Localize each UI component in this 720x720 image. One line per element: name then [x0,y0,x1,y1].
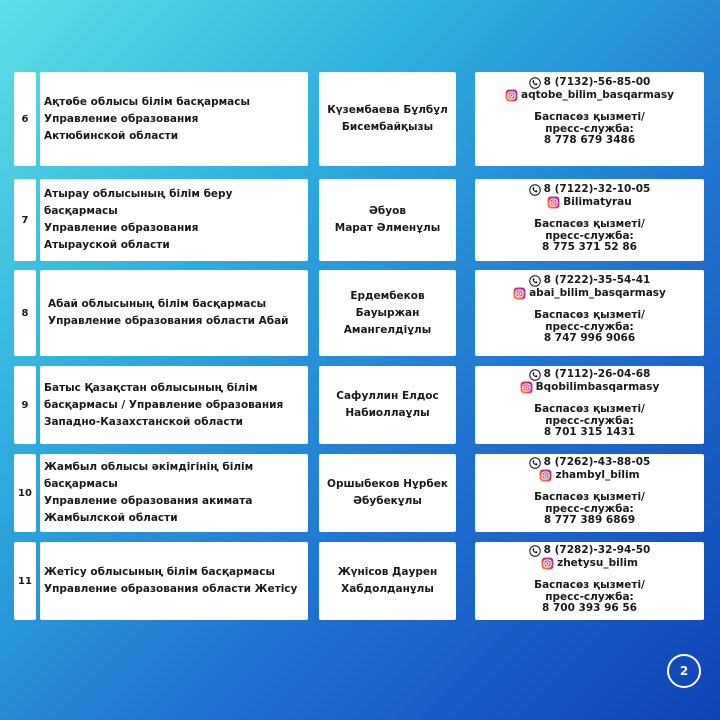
instagram-icon [513,287,526,300]
phone-link[interactable]: 8 (7132)-56-85-00 [543,76,651,89]
phone-icon [529,457,541,469]
contact-info [475,366,704,444]
instagram-link[interactable]: abai_bilim_basqarmasy [529,286,666,299]
head-name [319,270,456,356]
department-name-ru: Управление образования [44,222,199,234]
department-name-ru: Управление образования области Жетісу [44,583,298,595]
row-number: 11 [14,542,36,620]
phone-line [475,77,704,89]
department-name [40,72,308,166]
head-surname: Сафуллин Елдос [336,390,439,402]
department-name-ru: басқармасы / Управление образования [44,398,284,411]
department-name-ru: Управление образования области Абай [48,315,289,327]
department-name [40,542,308,620]
department-name [40,179,308,261]
row-number: 9 [14,366,36,444]
head-name [319,542,456,620]
head-patronymic: Амангелдіұлы [343,323,432,336]
department-name-kz: Атырау облысының білім беру басқармасы [44,188,233,217]
instagram-link[interactable]: aqtobe_bilim_basqarmasy [521,88,674,101]
instagram-link[interactable]: Bilimatyrau [563,195,632,208]
department-name-kz: Батыс Қазақстан облысының білім [44,381,258,394]
department-name-kz: Жамбыл облысы әкімдігінің білім басқармасы [44,461,254,490]
instagram-line [475,381,704,394]
press-service-phone[interactable]: 8 700 393 96 56 [542,602,637,614]
press-service-label: Баспасөз қызметі/ [534,579,645,591]
phone-line [475,545,704,557]
table-row [14,454,704,532]
head-surname: Әбуов [369,205,406,217]
department-name [40,270,308,356]
head-surname: Жүнісов Даурен [337,566,438,578]
head-name [319,454,456,532]
head-patronymic: Набиоллаұлы [345,407,430,419]
department-name-ru: Управление образования [44,112,199,125]
instagram-icon [541,557,554,570]
press-service-sub: пресс-служба: [545,229,634,242]
head-surname: Күзембаева Бұлбұл [327,104,448,116]
row-number: 10 [14,454,36,532]
row-number: 6 [14,72,36,166]
phone-line [475,369,704,381]
phone-link[interactable]: 8 (7262)-43-88-05 [543,456,651,469]
phone-icon [529,275,541,287]
press-service-label: Баспасөз қызметі/ [534,491,645,503]
phone-link[interactable]: 8 (7222)-35-54-41 [543,274,651,287]
head-first-name: Бауыржан [355,306,420,319]
instagram-line [475,557,704,570]
head-name [319,366,456,444]
press-service-phone[interactable]: 8 778 679 3486 [543,134,636,146]
row-number: 8 [14,270,36,356]
contact-info [475,542,704,620]
contact-info [475,454,704,532]
instagram-icon [547,196,560,209]
department-name-ru-2: Западно-Казахстанской области [44,415,244,428]
phone-icon [529,369,541,381]
head-patronymic: Бисембайқызы [341,121,434,133]
instagram-icon [505,89,518,102]
phone-link[interactable]: 8 (7282)-32-94-50 [543,544,651,557]
row-number: 7 [14,179,36,261]
head-patronymic: Хабдолданұлы [341,583,434,595]
press-service-phone[interactable]: 8 747 996 9066 [543,332,636,344]
department-name-kz: Ақтөбе облысы білім басқармасы [44,95,250,108]
press-service-label: Баспасөз қызметі/ [534,403,645,415]
head-name [319,72,456,166]
press-service-sub: пресс-служба: [545,320,634,333]
department-name-ru-2: Актюбинской области [44,129,179,142]
press-service-sub: пресс-служба: [545,122,634,135]
press-service-label: Баспасөз қызметі/ [534,309,645,321]
table-row [14,542,704,620]
press-service-phone[interactable]: 8 777 389 6869 [543,514,636,526]
phone-link[interactable]: 8 (7122)-32-10-05 [543,183,651,196]
page-number-badge: 2 [667,654,701,688]
phone-icon [529,184,541,196]
head-patronymic: Марат Әлменұлы [334,222,441,234]
contact-info [475,179,704,261]
contact-info [475,270,704,356]
instagram-icon [539,469,552,482]
instagram-link[interactable]: zhambyl_bilim [555,468,640,481]
table-row [14,72,704,166]
instagram-link[interactable]: Bqobilimbasqarmasy [535,380,660,393]
department-name-ru: Управление образования акимата [44,495,253,507]
table-row [14,366,704,444]
phone-link[interactable]: 8 (7112)-26-04-68 [543,368,651,381]
department-name-kz: Жетісу облысының білім басқармасы [44,566,275,578]
table-row [14,270,704,356]
press-service-phone[interactable]: 8 701 315 1431 [543,426,636,438]
phone-line [475,457,704,469]
press-service-sub: пресс-служба: [545,414,634,427]
press-service-label: Баспасөз қызметі/ [534,218,645,230]
table-row [14,179,704,261]
department-name [40,454,308,532]
phone-icon [529,545,541,557]
instagram-icon [520,381,533,394]
press-service-sub: пресс-служба: [545,502,634,515]
instagram-line [475,469,704,482]
press-service-label: Баспасөз қызметі/ [534,111,645,123]
head-surname: Ердембеков [350,289,425,302]
department-name-ru-2: Атырауской области [44,239,170,251]
instagram-line [475,89,704,102]
department-name [40,366,308,444]
phone-line [475,275,704,287]
head-surname: Оршыбеков Нұрбек [327,478,448,490]
head-name [319,179,456,261]
contact-info [475,72,704,166]
phone-icon [529,77,541,89]
press-service-phone[interactable]: 8 775 371 52 86 [542,241,637,253]
instagram-link[interactable]: zhetysu_bilim [557,556,638,569]
head-patronymic: Әбубекұлы [353,495,422,507]
department-name-kz: Абай облысының білім басқармасы [48,298,267,310]
phone-line [475,184,704,196]
department-name-ru-2: Жамбылской области [44,512,178,524]
instagram-line [475,287,704,300]
instagram-line [475,196,704,209]
press-service-sub: пресс-служба: [545,590,634,603]
